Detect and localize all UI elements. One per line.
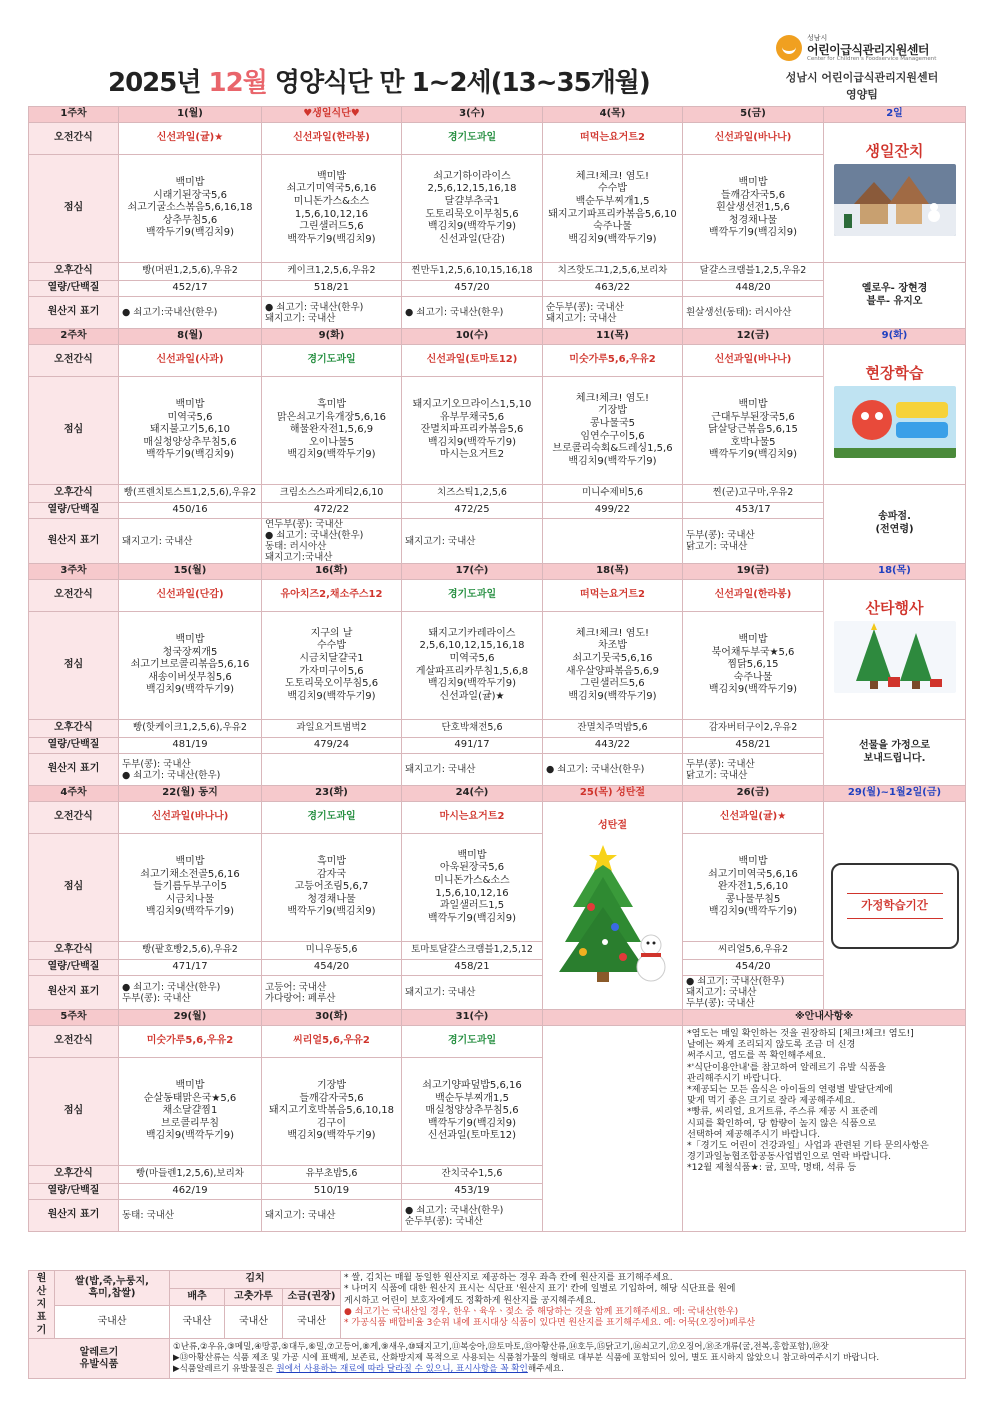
energy-cell: 454/20 — [262, 960, 402, 976]
week-label: 1주차 — [29, 107, 119, 123]
energy-label: 열량/단백질 — [29, 503, 119, 519]
christmas-village-image — [834, 164, 956, 236]
origin-cell: ● 쇠고기: 국내산(한우) — [402, 297, 543, 329]
energy-cell: 518/21 — [262, 281, 402, 297]
am-cell: 유아치즈2,채소주스12 — [262, 580, 402, 612]
origin-cell: ● 쇠고기: 국내산(한우) 돼지고기: 국내산 두부(콩): 국내산 — [683, 976, 824, 1010]
pm-cell: 빵(프렌치토스트1,2,5,6),우유2 — [119, 485, 262, 503]
page-header — [0, 0, 992, 106]
lunch-cell: 백미밥 아욱된장국5,6 미니돈가스&소스 1,5,6,10,12,16 과일샐러드1,5 백깍두기9(백김치9) — [402, 834, 543, 942]
salt-header: 소금(권장) — [283, 1288, 341, 1305]
energy-cell: 457/20 — [402, 281, 543, 297]
am-cell: 경기도과일 — [262, 345, 402, 377]
origin-label: 원산지 표기 — [29, 297, 119, 329]
week-label: 5주차 — [29, 1010, 119, 1026]
christmas-holiday-cell — [543, 802, 683, 1010]
origin-cell: 돼지고기: 국내산 — [402, 976, 543, 1010]
am-label: 오전간식 — [29, 580, 119, 612]
christmas-label: 성탄절 — [598, 819, 627, 831]
pm-label: 오후간식 — [29, 485, 119, 503]
am-cell: 신선과일(한라봉) — [683, 580, 824, 612]
notice-box: *염도는 매일 확인하는 것을 권장하되 [체크!체크! 염도!] 날에는 짜게 조리되지 않도록 조금 더 신경 써주시고, 염도를 꼭 확인해주세요. *'식단이용안내'를 참고하여 알레르기 유발 식품을 관리해주시기 바랍니다. *제공되는 모든 음식은 아이들의 연령별 발달단계에 맞게 먹기 좋은 크기로 잘라 제공해주세요. *빵류, 씨리얼, 요거트류, 주스류 제공 시 표준레 시피를 확인하여, 당 함량이 높지 않은 식품으로 선택하여 제공해주시기 바랍니다. *「경기도 어린이 건강과일」사업과 관련된 기타 문의사항은 경기과일농협조합공동사업법인으로 연락 바랍니다. *12월 제철식품★: 귤, 꼬막, 명태, 석류 등 — [683, 1026, 966, 1232]
christmas-tree-image — [834, 621, 956, 693]
energy-cell: 448/20 — [683, 281, 824, 297]
organization-name: 성남시 어린이급식관리지원센터 영양팀 — [785, 71, 939, 101]
cocomong-kidsland-image — [834, 386, 956, 458]
origin-cell: 순두부(콩): 국내산 돼지고기: 국내산 — [543, 297, 683, 329]
am-cell: 신선과일(토마토12) — [402, 345, 543, 377]
lunch-cell: 백미밥 순살동태맑은국★5,6 채소달걀찜1 브로콜리무침 백김치9(백깍두기9) — [119, 1058, 262, 1166]
lunch-cell: 돼지고기카레라이스 2,5,6,10,12,15,16,18 미역국5,6 게살파프리카무침1,5,6,8 백김치9(백깍두기9) 신선과일(귤)★ — [402, 612, 543, 720]
energy-cell: 510/19 — [262, 1184, 402, 1200]
am-cell: 신선과일(귤)★ — [119, 123, 262, 155]
am-cell: 신선과일(사과) — [119, 345, 262, 377]
day-header: 23(화) — [262, 786, 402, 802]
event-cell — [824, 345, 966, 485]
lunch-cell: 백미밥 들깨감자국5,6 흰살생선전1,5,6 청경채나물 백깍두기9(백김치9) — [683, 155, 824, 263]
day-header: 30(화) — [262, 1010, 402, 1026]
day-header: 9(화) — [262, 329, 402, 345]
lunch-cell: 기장밥 들깨감자국5,6 돼지고기호박볶음5,6,10,18 김구이 백김치9(백깍두기9) — [262, 1058, 402, 1166]
event-cell — [824, 802, 966, 1010]
lunch-cell: 백미밥 북어채두부국★5,6 찜닭5,6,15 숙주나물 백김치9(백깍두기9) — [683, 612, 824, 720]
event-cell — [824, 123, 966, 263]
am-cell: 마시는요거트2 — [402, 802, 543, 834]
salt-origin: 국내산 — [283, 1305, 341, 1338]
pm-cell: 미니수제비5,6 — [543, 485, 683, 503]
origin-cell: 돼지고기: 국내산 — [119, 519, 262, 564]
am-cell: 경기도과일 — [262, 802, 402, 834]
day-header: 9(화) — [824, 329, 966, 345]
day-header: 31(수) — [402, 1010, 543, 1026]
weekly-menu-table — [28, 106, 966, 1232]
notice-header: ※안내사항※ — [683, 1010, 966, 1026]
energy-label: 열량/단백질 — [29, 1184, 119, 1200]
pm-cell: 과일요거트범벅2 — [262, 720, 402, 738]
am-label: 오전간식 — [29, 345, 119, 377]
energy-cell: 458/21 — [683, 738, 824, 754]
lunch-cell: 백미밥 쇠고기미역국5,6,16 완자전1,5,6,10 콩나물무침5 백김치9(백깍두기9) — [683, 834, 824, 942]
pm-cell: 치즈핫도그1,2,5,6,보리차 — [543, 263, 683, 281]
christmas-tree-snowman-image — [553, 837, 673, 987]
kimchi-header: 김치 — [170, 1271, 341, 1289]
page-title: 2025년 12월 영양식단 만 1~2세(13~35개월) — [108, 68, 650, 98]
am-cell: 미숫가루5,6,우유2 — [119, 1026, 262, 1058]
energy-cell: 499/22 — [543, 503, 683, 519]
event-title: 현장학습 — [865, 363, 924, 382]
pm-label: 오후간식 — [29, 942, 119, 960]
lunch-label: 점심 — [29, 155, 119, 263]
am-cell: 떠먹는요거트2 — [543, 123, 683, 155]
origin-cell: ● 쇠고기:국내산(한우) — [119, 297, 262, 329]
cabbage-origin: 국내산 — [170, 1305, 225, 1338]
energy-cell: 454/20 — [683, 960, 824, 976]
am-label: 오전간식 — [29, 123, 119, 155]
event-title: 산타행사 — [865, 598, 924, 617]
lunch-label: 점심 — [29, 377, 119, 485]
origin-cell: ● 쇠고기: 국내산(한우) — [543, 754, 683, 786]
event-cell — [824, 580, 966, 720]
day-header: 12(금) — [683, 329, 824, 345]
energy-cell: 479/24 — [262, 738, 402, 754]
pm-cell: 크림소스스파게티2,6,10 — [262, 485, 402, 503]
energy-cell: 463/22 — [543, 281, 683, 297]
pm-cell: 빵(팥호빵2,5,6),우유2 — [119, 942, 262, 960]
lunch-cell: 돼지고기오므라이스1,5,10 유부무채국5,6 잔멸치파프리카볶음5,6 백김치9(백깍두기9) 마시는요거트2 — [402, 377, 543, 485]
origin-label: 원산지 표기 — [29, 1200, 119, 1232]
pm-label: 오후간식 — [29, 263, 119, 281]
day-header: 25(목) 성탄절 — [543, 786, 683, 802]
energy-cell: 471/17 — [119, 960, 262, 976]
day-header: 1(월) — [119, 107, 262, 123]
origin-cell: ● 쇠고기: 국내산(한우) 돼지고기: 국내산 — [262, 297, 402, 329]
am-cell: 떠먹는요거트2 — [543, 580, 683, 612]
origin-allergy-table — [28, 1270, 966, 1379]
origin-cell: ● 쇠고기: 국내산(한우) 두부(콩): 국내산 — [119, 976, 262, 1010]
pm-cell: 씨리얼5,6,우유2 — [683, 942, 824, 960]
energy-cell: 452/17 — [119, 281, 262, 297]
energy-cell: 472/25 — [402, 503, 543, 519]
pm-cell: 찐(군)고구마,우유2 — [683, 485, 824, 503]
pm-cell: 미니우동5,6 — [262, 942, 402, 960]
lunch-cell: 백미밥 청국장찌개5 쇠고기브로콜리볶음5,6,16 새송이버섯무침5,6 백김치9(백깍두기9) — [119, 612, 262, 720]
origin-notes: * 쌀, 김치는 매월 동일한 원산지로 제공하는 경우 좌측 칸에 원산지를 표기해주세요. * 나머지 식품에 대한 원산지 표시는 식단표 '원산지 표기' 칸에 일별로 기입하여, 해당 식단표를 원에 게시하고 어린이 보호자에게도 정확하게 원산지를 공지해주세요. ● 쇠고기는 국내산일 경우, 한우ㆍ육우ㆍ젖소 중 해당하는 것을 함께 표기해주세요. 예: 국내산(한우) * 가공식품 배합비율 3순위 내에 표시대상 식품이 있다면 원산지를 표기해주세요. 예: 어묵(오징어)페루산 — [341, 1271, 966, 1339]
center-logo: 성남시 어린이급식관리지원센터 Center for Children's Foodservice Management — [776, 33, 966, 63]
am-cell: 씨리얼5,6,우유2 — [262, 1026, 402, 1058]
am-label: 오전간식 — [29, 802, 119, 834]
day-header: 5(금) — [683, 107, 824, 123]
lunch-cell: 체크!체크! 염도! 기장밥 콩나물국5 임연수구이5,6 브로콜리숙회&드레싱1,5,6 백김치9(백깍두기9) — [543, 377, 683, 485]
origin-label: 원산지 표기 — [29, 754, 119, 786]
day-header: 19(금) — [683, 564, 824, 580]
energy-cell: 450/16 — [119, 503, 262, 519]
origin-cell: 돼지고기: 국내산 — [262, 1200, 402, 1232]
pm-cell: 찐만두1,2,5,6,10,15,16,18 — [402, 263, 543, 281]
origin-cell: 두부(콩): 국내산 ● 쇠고기: 국내산(한우) — [119, 754, 262, 786]
pm-cell: 달걀스크램블1,2,5,우유2 — [683, 263, 824, 281]
day-header: 18(목) — [543, 564, 683, 580]
lunch-cell: 체크!체크! 염도! 차조밥 쇠고기뭇국5,6,16 새우살양파볶음5,6,9 그린샐러드5,6 백김치9(백깍두기9) — [543, 612, 683, 720]
pm-label: 오후간식 — [29, 720, 119, 738]
chili-origin: 국내산 — [225, 1305, 283, 1338]
origin-cell: 동태: 국내산 — [119, 1200, 262, 1232]
event-note: 선물을 가정으로 보내드립니다. — [824, 720, 966, 786]
day-header: 24(수) — [402, 786, 543, 802]
lunch-cell: 백미밥 쇠고기채소전골5,6,16 들기름두부구이5 시금치나물 백김치9(백깍두기9) — [119, 834, 262, 942]
am-cell: 신선과일(바나나) — [683, 123, 824, 155]
lunch-cell: 흑미밥 맑은쇠고기육개장5,6,16 해물완자전1,5,6,9 오이나물5 백김치9(백깍두기9) — [262, 377, 402, 485]
energy-label: 열량/단백질 — [29, 960, 119, 976]
day-header: 18(목) — [824, 564, 966, 580]
am-cell: 미숫가루5,6,우유2 — [543, 345, 683, 377]
am-cell: 경기도과일 — [402, 1026, 543, 1058]
lunch-label: 점심 — [29, 612, 119, 720]
origin-cell: 두부(콩): 국내산 닭고기: 국내산 — [683, 519, 824, 564]
day-header: 29(월)~1월2일(금) — [824, 786, 966, 802]
energy-label: 열량/단백질 — [29, 738, 119, 754]
pm-cell: 잔치국수1,5,6 — [402, 1166, 543, 1184]
event-title: 생일잔치 — [865, 141, 924, 160]
lunch-cell: 지구의 날 수수밥 시금치달걀국1 가자미구이5,6 도토리묵오이무침5,6 백김치9(백깍두기9) — [262, 612, 402, 720]
pm-cell: 빵(핫케이크1,2,5,6),우유2 — [119, 720, 262, 738]
day-header: 15(월) — [119, 564, 262, 580]
day-header: 26(금) — [683, 786, 824, 802]
day-header: 22(월) 동지 — [119, 786, 262, 802]
chili-header: 고춧가루 — [225, 1288, 283, 1305]
lunch-label: 점심 — [29, 834, 119, 942]
pm-cell: 케이크1,2,5,6,우유2 — [262, 263, 402, 281]
origin-cell: 고등어: 국내산 가다랑어: 페루산 — [262, 976, 402, 1010]
origin-cell: 흰살생선(동태): 러시아산 — [683, 297, 824, 329]
lunch-cell: 흑미밥 감자국 고등어조림5,6,7 청경채나물 백깍두기9(백김치9) — [262, 834, 402, 942]
pm-cell: 단호박채전5,6 — [402, 720, 543, 738]
day-header: 3(수) — [402, 107, 543, 123]
lunch-cell: 백미밥 미역국5,6 돼지불고기5,6,10 매실청양상추무침5,6 백깍두기9(백김치9) — [119, 377, 262, 485]
lunch-cell: 백미밥 쇠고기미역국5,6,16 미니돈가스&소스1,5,6,10,12,16 그린샐러드5,6 백깍두기9(백김치9) — [262, 155, 402, 263]
day-header: 17(수) — [402, 564, 543, 580]
origin-cell — [262, 754, 402, 786]
day-header: 16(화) — [262, 564, 402, 580]
origin-label: 원 산 지 표 기 — [29, 1271, 55, 1339]
energy-label: 열량/단백질 — [29, 281, 119, 297]
cabbage-header: 배추 — [170, 1288, 225, 1305]
origin-label: 원산지 표기 — [29, 976, 119, 1010]
am-cell: 신선과일(바나나) — [683, 345, 824, 377]
origin-label: 원산지 표기 — [29, 519, 119, 564]
origin-cell: 연두부(콩): 국내산 ● 쇠고기: 국내산(한우) 동태: 러시아산 돼지고기:국내산 — [262, 519, 402, 564]
am-label: 오전간식 — [29, 1026, 119, 1058]
pm-cell: 치즈스틱1,2,5,6 — [402, 485, 543, 503]
origin-cell: 돼지고기: 국내산 — [402, 519, 543, 564]
allergy-label: 알레르기 유발식품 — [29, 1339, 170, 1379]
am-cell: 신선과일(단감) — [119, 580, 262, 612]
origin-cell: 돼지고기: 국내산 — [402, 754, 543, 786]
energy-cell: 462/19 — [119, 1184, 262, 1200]
lunch-label: 점심 — [29, 1058, 119, 1166]
pm-cell: 빵(머핀1,2,5,6),우유2 — [119, 263, 262, 281]
energy-cell: 453/19 — [402, 1184, 543, 1200]
event-note: 옐로우- 장현경 블루- 유지오 — [824, 263, 966, 329]
day-header: 29(월) — [119, 1010, 262, 1026]
week-label: 3주차 — [29, 564, 119, 580]
am-cell: 신선과일(귤)★ — [683, 802, 824, 834]
am-cell: 신선과일(바나나) — [119, 802, 262, 834]
empty-cell — [543, 1026, 683, 1232]
event-note: 송파점. (전연령) — [824, 485, 966, 564]
pm-cell: 토마토달걀스크램블1,2,5,12 — [402, 942, 543, 960]
lunch-cell: 백미밥 근대두부된장국5,6 닭살당근볶음5,6,15 호박나물5 백깍두기9(백김치9) — [683, 377, 824, 485]
am-cell: 신선과일(한라봉) — [262, 123, 402, 155]
pm-cell: 감자버터구이2,우유2 — [683, 720, 824, 738]
rice-header: 쌀(밥,죽,누룽지, 흑미,찹쌀) — [55, 1271, 170, 1306]
lunch-cell: 체크!체크! 염도! 수수밥 백순두부찌개1,5 돼지고기파프리카볶음5,6,10 숙주나물 백김치9(백깍두기9) — [543, 155, 683, 263]
day-header: 2일 — [824, 107, 966, 123]
pm-cell: 빵(마들렌1,2,5,6),보리차 — [119, 1166, 262, 1184]
energy-cell: 472/22 — [262, 503, 402, 519]
day-header: 8(월) — [119, 329, 262, 345]
am-cell: 경기도과일 — [402, 580, 543, 612]
lunch-cell: 쇠고기하이라이스 2,5,6,12,15,16,18 달걀부추국1 도토리묵오이무침5,6 백김치9(백깍두기9) 신선과일(단감) — [402, 155, 543, 263]
week-label: 2주차 — [29, 329, 119, 345]
week-label: 4주차 — [29, 786, 119, 802]
lunch-cell: 쇠고기양파덮밥5,6,16 백순두부찌개1,5 매실청양상추무침5,6 백깍두기9(백김치9) 신선과일(토마토12) — [402, 1058, 543, 1166]
smile-logo-icon — [776, 35, 802, 61]
origin-cell — [543, 519, 683, 564]
day-header: 4(목) — [543, 107, 683, 123]
pm-cell: 잔멸치주먹밥5,6 — [543, 720, 683, 738]
lunch-cell: 백미밥 시래기된장국5,6 쇠고기굴소스볶음5,6,16,18 상추무침5,6 백깍두기9(백김치9) — [119, 155, 262, 263]
am-cell: 경기도과일 — [402, 123, 543, 155]
day-header — [543, 1010, 683, 1026]
energy-cell: 481/19 — [119, 738, 262, 754]
energy-cell: 491/17 — [402, 738, 543, 754]
day-header: 10(수) — [402, 329, 543, 345]
pm-label: 오후간식 — [29, 1166, 119, 1184]
day-header: ♥생일식단♥ — [262, 107, 402, 123]
energy-cell: 458/21 — [402, 960, 543, 976]
origin-cell: 두부(콩): 국내산 닭고기: 국내산 — [683, 754, 824, 786]
day-header: 11(목) — [543, 329, 683, 345]
allergy-notes: ①난류,②우유,③메밀,④땅콩,⑤대두,⑥밀,⑦고등어,⑧게,⑨새우,⑩돼지고기,⑪복숭아,⑫토마토,⑬아황산류,⑭호두,⑮닭고기,⑯쇠고기,⑰오징어,⑱조개류(굴,전복,홍합포함),⑲잣 ▶⑬아황산류는 식품 제조 및 가공 시에 표백제, 보존료, 산화방지제 목적으로 사용되는 식품첨가물의 형태로 대부분 식품에 포함되어 있어, 별도 표시하지 않았으니 참고하여주시기 바랍니다. ▶식품알레르기 유발물질은 원에서 사용하는 재료에 따라 달라질 수 있으니, 표시사항을 꼭 확인해주세요. — [170, 1339, 966, 1379]
origin-cell: ● 쇠고기: 국내산(한우) 순두부(콩): 국내산 — [402, 1200, 543, 1232]
home-learning-box: 가정학습기간 — [831, 863, 959, 949]
energy-cell: 443/22 — [543, 738, 683, 754]
rice-origin: 국내산 — [55, 1305, 170, 1338]
energy-cell: 453/17 — [683, 503, 824, 519]
pm-cell: 유부초밥5,6 — [262, 1166, 402, 1184]
